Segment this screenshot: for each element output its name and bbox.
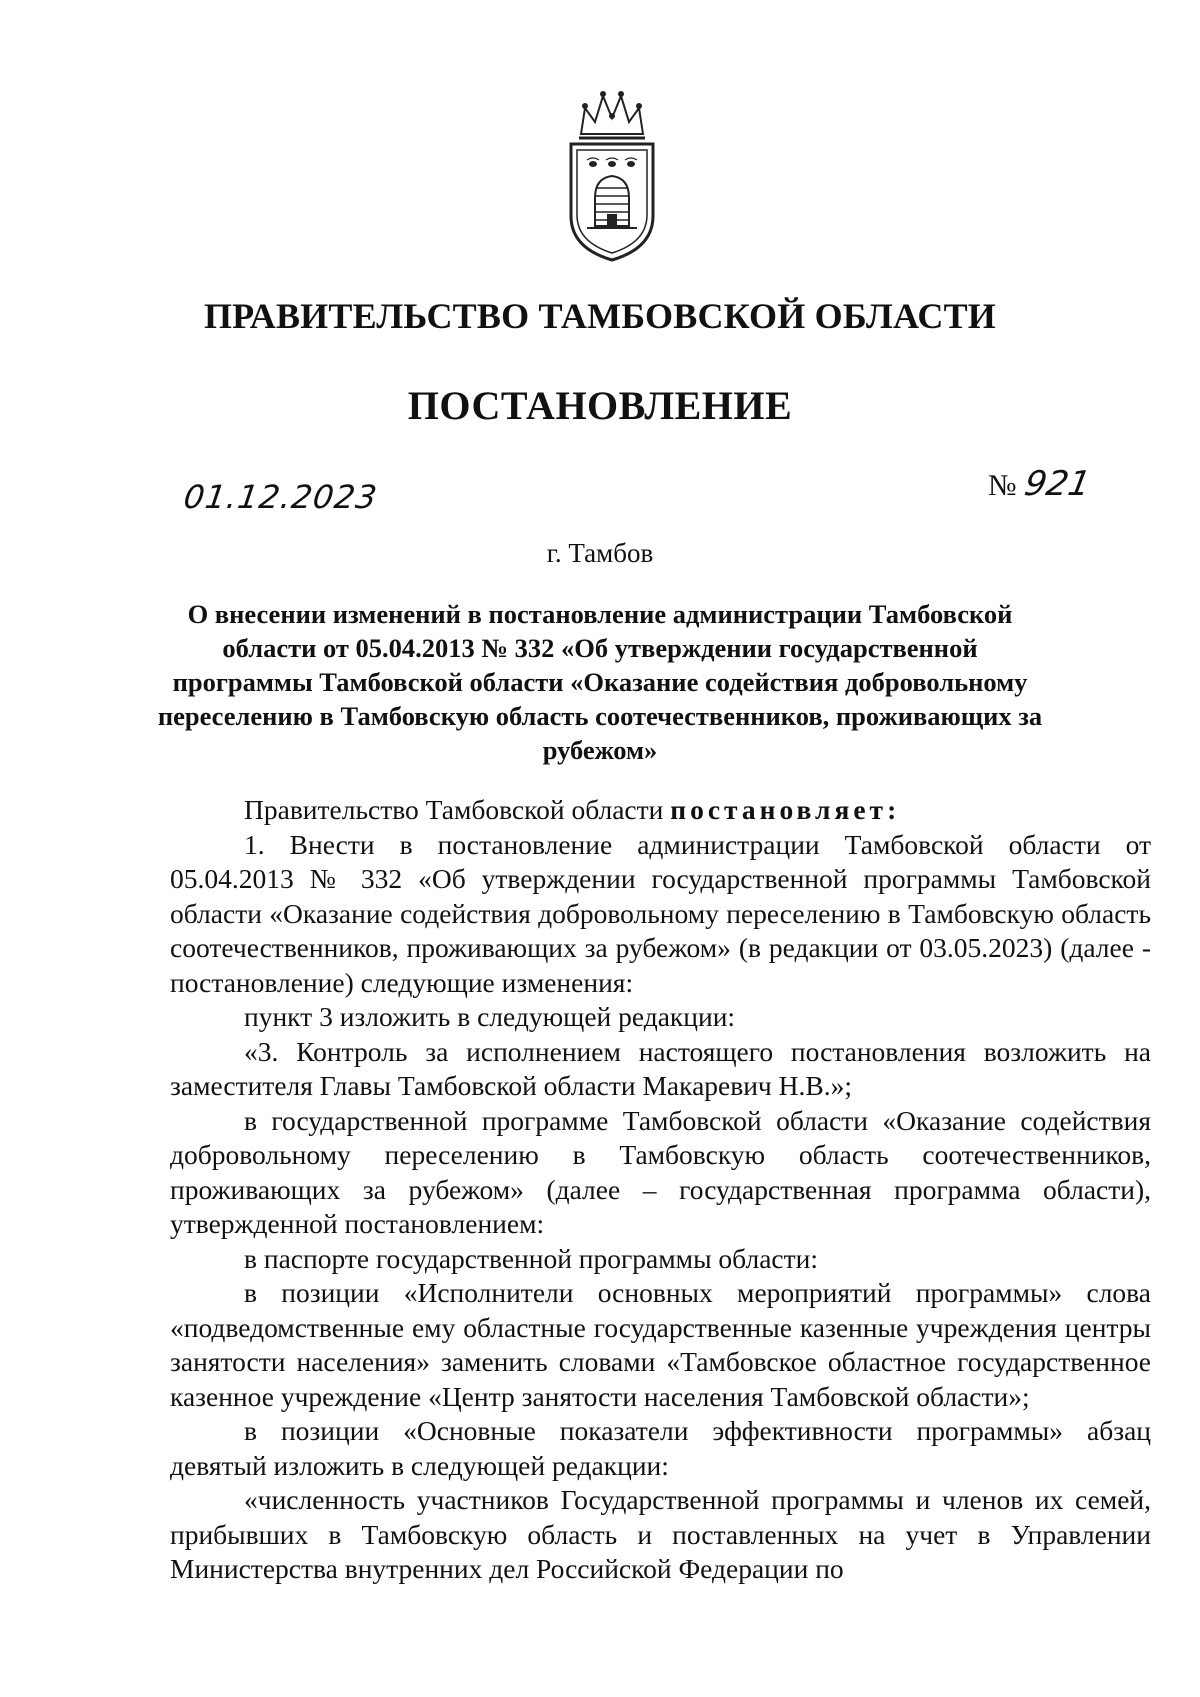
body-paragraph: в государственной программе Тамбовской области «Оказание содействия добровольному переселению в Тамбовскую область соотечественников, проживающих за рубежом» (далее – государственная программа области), утвержденной постановлением: (170, 1104, 1151, 1239)
document-subject: О внесении изменений в постановление администрации Тамбовской области от 05.04.2013 № 332 «Об утверждении государственной программы Тамбовской области «Оказание содействия добровольному переселению в Тамбовскую область соотечественников, проживающих за рубежом» (157, 599, 1043, 765)
body-paragraph: «3. Контроль за исполнением настоящего постановления возложить на заместителя Главы Тамбовской области Макаревич Н.В.»; (170, 1035, 1151, 1101)
document-date: 01.12.2023 (181, 478, 380, 516)
body-paragraph: «численность участников Государственной программы и членов их семей, прибывших в Тамбовскую область и поставленных на учет в Управлении Министерства внутренних дел Российской Федерации по (170, 1484, 1151, 1584)
body-paragraph: в позиции «Исполнители основных мероприятий программы» слова «подведомственные ему областные государственные казенные учреждения центры занятости населения» заменить словами «Тамбовское областное государственное казенное учреждение «Центр занятости населения Тамбовской области»; (170, 1277, 1151, 1412)
body-paragraph: в паспорте государственной программы области: (244, 1242, 818, 1274)
document-body (170, 793, 1151, 1587)
intro-verb: постановляет: (670, 794, 901, 825)
number-sign: № (988, 469, 1017, 502)
intro-paragraph (170, 793, 1151, 828)
document-type: ПОСТАНОВЛЕНИЕ (407, 383, 793, 428)
body-paragraph: пункт 3 изложить в следующей редакции: (244, 1001, 736, 1032)
intro-text: Правительство Тамбовской области (244, 794, 671, 825)
government-name: ПРАВИТЕЛЬСТВО ТАМБОВСКОЙ ОБЛАСТИ (203, 296, 997, 336)
coat-of-arms-icon (555, 88, 669, 266)
body-paragraph: 1. Внести в постановление администрации Тамбовской области от 05.04.2013 № 332 «Об утверждении государственной программы Тамбовской области «Оказание содействия добровольному переселению в Тамбовскую область соотечественников, проживающих за рубежом» (в редакции от 03.05.2023) (далее - постановление) следующие изменения: (170, 828, 1151, 998)
document-number (988, 464, 1094, 504)
body-paragraph: в позиции «Основные показатели эффективности программы» абзац девятый изложить в следующей редакции: (170, 1415, 1151, 1481)
number-value: 921 (1021, 464, 1094, 504)
document-city: г. Тамбов (546, 538, 654, 568)
